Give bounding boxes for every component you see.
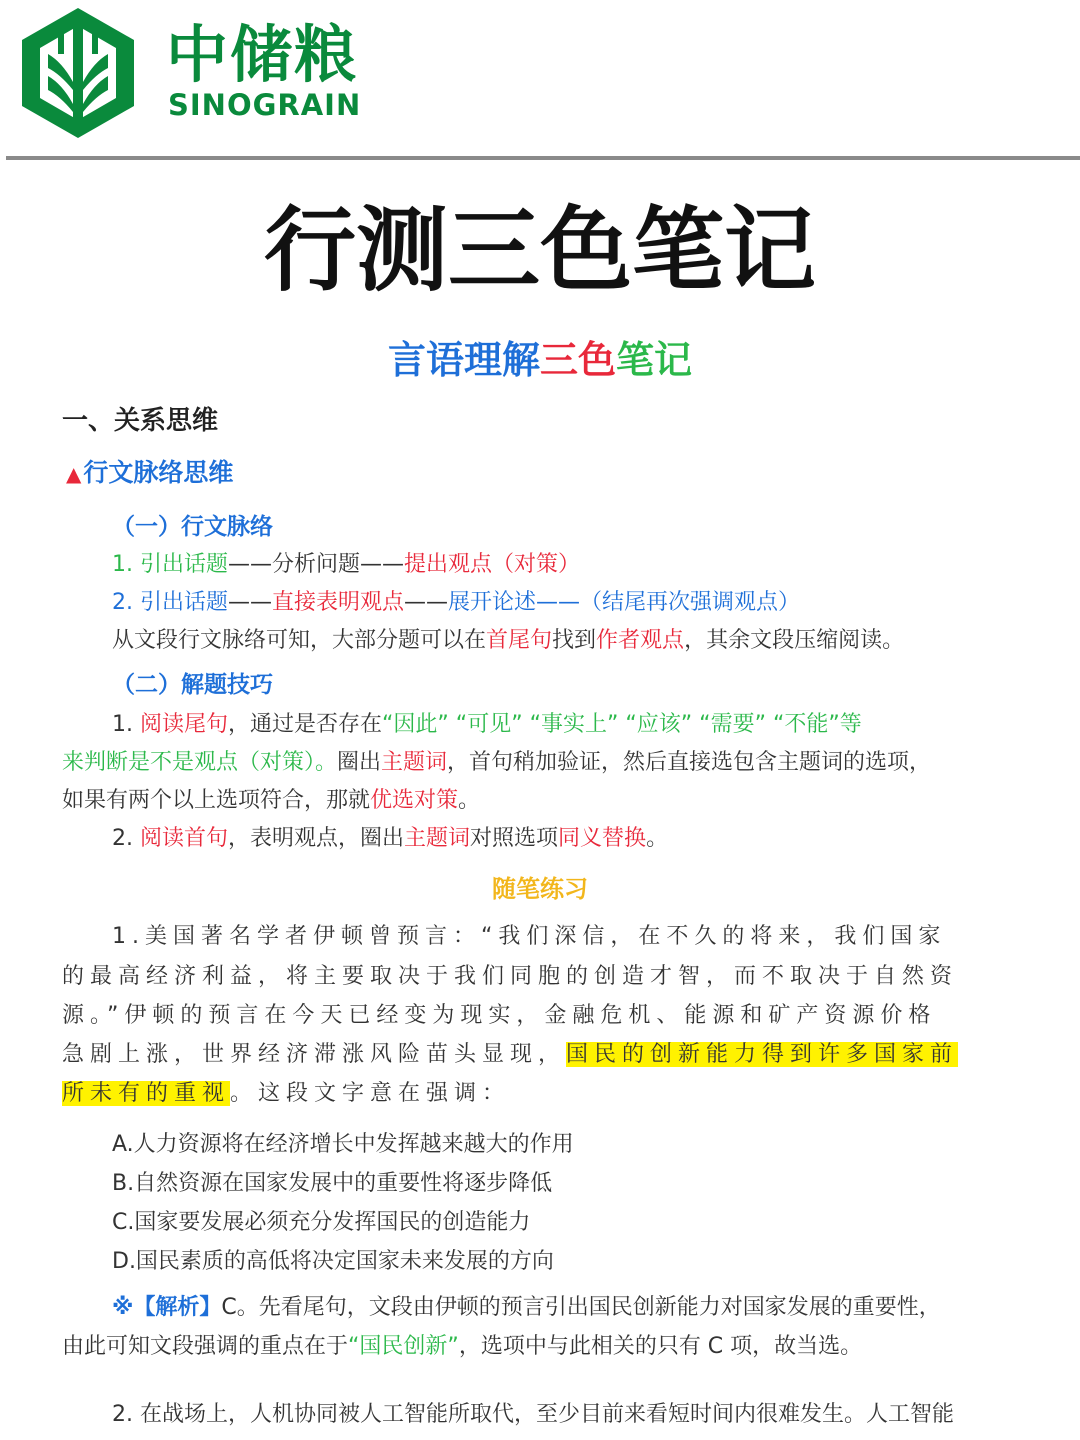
summary-author-view: 作者观点 [596,628,685,653]
flow-1-topic: 1. 引出话题 [112,552,228,577]
tip-2-compare: 对照选项 [470,826,559,851]
page-title: 行测三色笔记 [263,197,816,304]
q2-line-1: 2. 在战场上，人机协同被人工智能所取代，至少目前来看短时间内很难发生。人工智能 [112,1402,954,1427]
tip-2-read-first: 阅读首句 [139,826,228,851]
tip-2-topic-word: 主题词 [404,826,471,851]
subtitle-part-1: 言语理解 [387,338,540,382]
tip-1-multi: 如果有两个以上选项符合，那就 [62,788,371,813]
summary-text-e: ，其余文段压缩阅读。 [684,628,905,653]
tip-1-num: 1. [112,712,140,737]
tip-1-verify: ，首句稍加验证，然后直接选包含主题词的选项， [447,750,932,775]
summary-text-a: 从文段行文脉络可知，大部分题可以在 [112,628,487,653]
option-b: B.自然资源在国家发展中的重要性将逐步降低 [112,1171,553,1196]
analysis-focus: 由此可知文段强调的重点在于 [62,1334,349,1359]
subtitle-part-3: 笔记 [616,338,693,382]
tip-2-synonym: 同义替换 [558,826,647,851]
analysis-text: C。先看尾句，文段由伊顿的预言引出国民创新能力对国家发展的重要性， [221,1295,941,1320]
q1-line-2: 的最高经济利益，将主要取决于我们同胞的创造才智，而不取决于自然资 [62,964,959,989]
tip-1-line-2 [62,748,931,778]
brand-name-cn: 中储粮 [166,18,359,91]
flow-summary [112,626,904,656]
analysis-keyword: “国民创新” [348,1334,459,1359]
part-two-heading: （二）解题技巧 [112,672,273,698]
triangle-icon: ▲ [66,462,82,486]
tip-1-text: ，通过是否存在 [228,712,383,737]
q1-line-5 [62,1079,510,1109]
practice-heading: 随笔练习 [492,875,588,903]
summary-first-last: 首尾句 [486,628,553,653]
flow-2-dash: —— [227,590,272,615]
q1-line-4 [62,1040,958,1070]
part-one-heading: （一）行文脉络 [112,514,273,540]
tip-1-judge: 来判断是不是观点（对策）。 [62,750,338,775]
tip-1-read-last: 阅读尾句 [139,712,228,737]
subsection-label: 行文脉络思维 [83,458,234,487]
analysis-conclusion: ，选项中与此相关的只有 C 项，故当选。 [458,1334,863,1359]
tip-2-end: 。 [646,826,669,851]
section-heading: 一、关系思维 [62,406,219,436]
q1-question: 。这段文字意在强调： [230,1081,511,1106]
tip-1-line-1 [112,710,862,740]
flow-2-argument: 展开论述——（结尾再次强调观点） [448,590,801,615]
option-c: C.国家要发展必须充分发挥国民的创造能力 [112,1210,531,1235]
analysis-label: ※【解析】 [112,1295,222,1320]
q1-highlight-2: 所未有的重视 [62,1081,231,1106]
tip-1-topic-word: 主题词 [381,750,448,775]
flow-1-viewpoint: 提出观点（对策） [404,552,581,577]
header [0,0,1080,158]
q1-highlight-1: 国民的创新能力得到许多国家前 [566,1042,959,1067]
q1-line-4-text: 急剧上涨，世界经济滞涨风险苗头显现， [62,1042,567,1067]
sinograin-logo-icon [18,6,138,140]
analysis-line-1 [112,1293,941,1323]
subsection-heading [66,458,233,489]
flow-1-analysis: ——分析问题—— [227,552,404,577]
tip-1-circle: 圈出 [337,750,382,775]
tip-2-text: ，表明观点，圈出 [228,826,405,851]
subtitle-part-2: 三色 [539,338,616,382]
tip-2 [112,824,668,854]
brand-name-en: SINOGRAIN [168,88,362,122]
option-a: A.人力资源将在经济增长中发挥越来越大的作用 [112,1132,574,1157]
flow-line-1 [112,550,580,580]
tip-1-keywords: “因此” “可见” “事实上” “应该” “需要” “不能”等 [382,712,862,737]
header-divider [6,156,1080,160]
flow-line-2 [112,588,800,618]
flow-2-topic: 2. 引出话题 [112,590,228,615]
summary-text-c: 找到 [552,628,597,653]
analysis-line-2 [62,1332,862,1362]
tip-1-end: 。 [458,788,481,813]
tip-1-prefer: 优选对策 [370,788,459,813]
q1-line-3: 源。”伊顿的预言在今天已经变为现实，金融危机、能源和矿产资源价格 [62,1003,937,1028]
tip-2-num: 2. [112,826,140,851]
option-d: D.国民素质的高低将决定国家未来发展的方向 [112,1249,554,1274]
section-subtitle [0,336,1080,384]
tip-1-line-3 [62,786,480,816]
q1-line-1: 1.美国著名学者伊顿曾预言：“我们深信，在不久的将来，我们国家 [112,924,947,949]
flow-2-dash2: —— [404,590,448,615]
flow-2-viewpoint: 直接表明观点 [271,590,404,615]
